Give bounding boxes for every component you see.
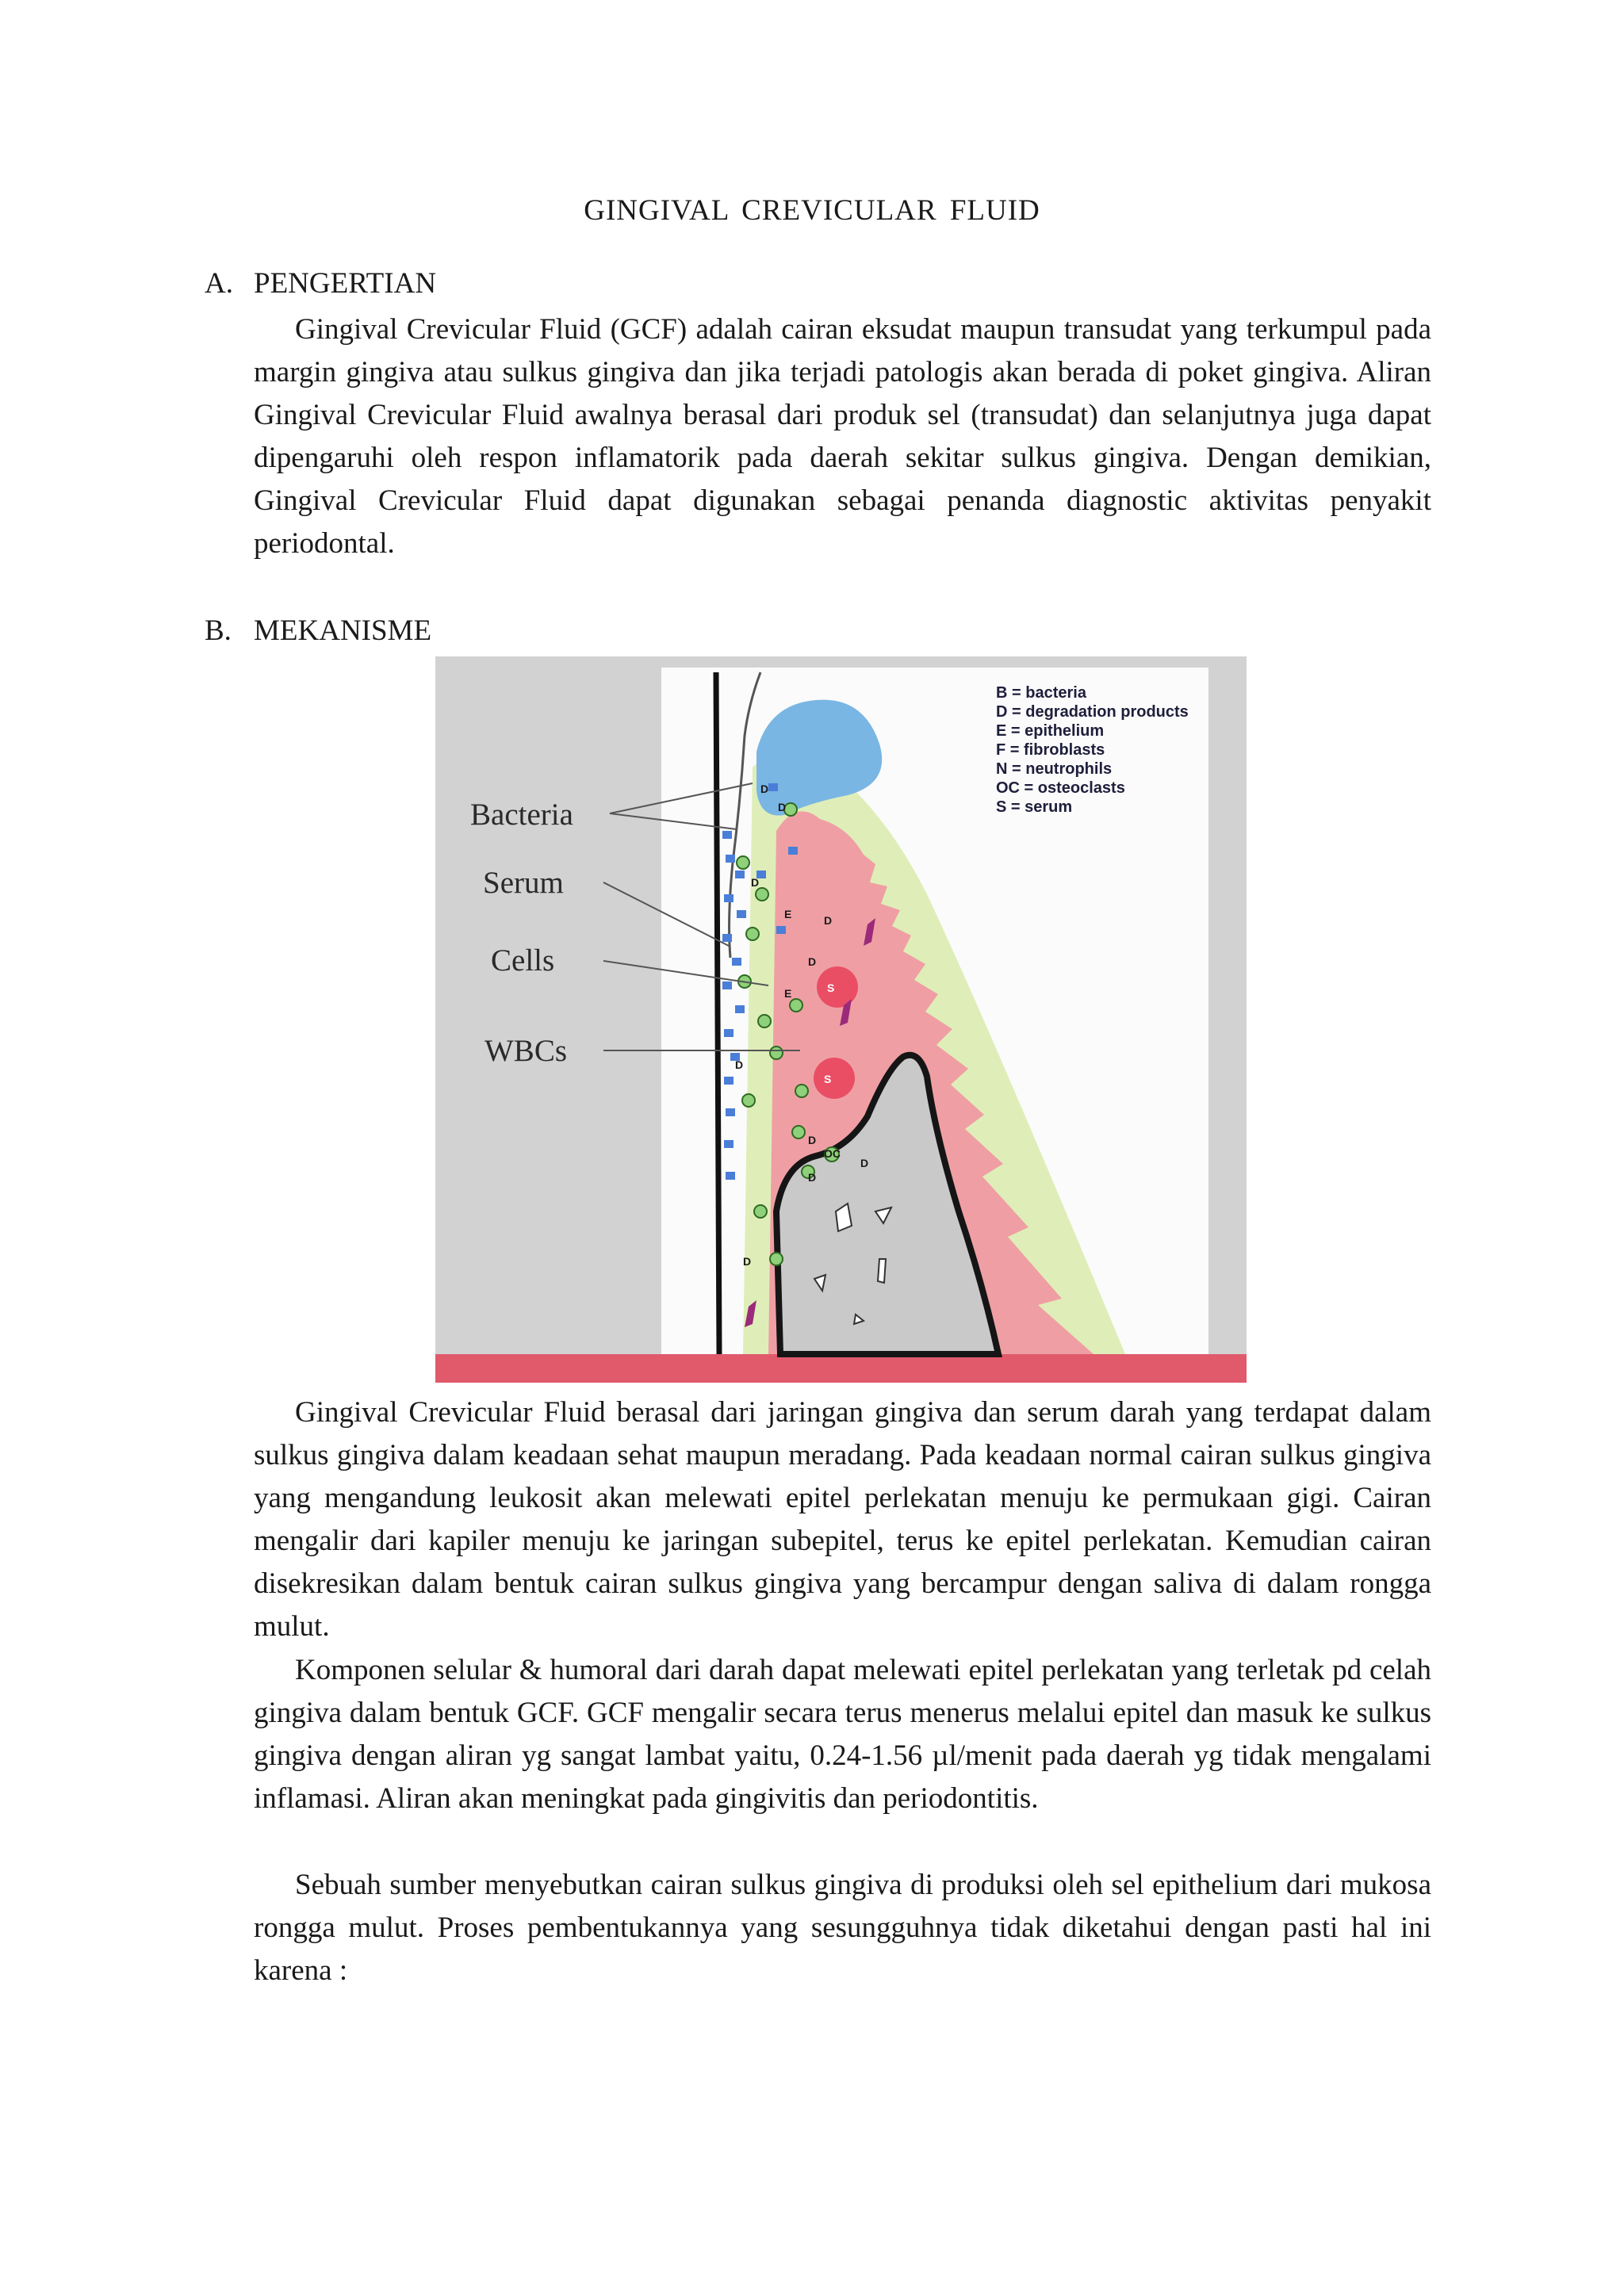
legend-item: B = bacteria xyxy=(996,684,1086,702)
section-b-letter: B. xyxy=(205,614,232,647)
legend-item: F = fibroblasts xyxy=(996,741,1105,759)
page-title: GINGIVAL CREVICULAR FLUID xyxy=(584,194,1040,227)
legend-item: N = neutrophils xyxy=(996,760,1113,778)
serum-vessel xyxy=(814,1058,855,1099)
figure-bottom-band xyxy=(435,1354,1247,1383)
section-b-heading xyxy=(205,614,431,648)
svg-text:D: D xyxy=(760,783,769,795)
legend-item: OC = osteoclasts xyxy=(996,779,1125,797)
section-b-paragraph-3: Sebuah sumber menyebutkan cairan sulkus gingiva di produksi oleh sel epithelium dari mukosa rongga mulut. Proses pembentukannya yang sesungguhnya tidak diketahui dengan pasti hal ini karena : xyxy=(254,1869,1431,1987)
section-a-title: PENGERTIAN xyxy=(254,267,437,300)
label-cells: Cells xyxy=(491,943,555,978)
section-b-paragraph-1: Gingival Crevicular Fluid berasal dari jaringan gingiva dan serum darah yang terdapat dalam sulkus gingiva dalam keadaan sehat maupun meradang. Pada keadaan normal cairan sulkus gingiva yang mengandung leukosit akan melewati epitel perlekatan menuju ke permukaan gigi. Cairan mengalir dari kapiler menuju ke jaringan subepitel, terus ke epitel perlekatan. Kemudian cairan disekresikan dalam bentuk cairan sulkus gingiva yang bercampur dengan saliva di dalam rongga mulut. xyxy=(254,1396,1431,1643)
section-a-heading xyxy=(205,266,436,300)
svg-text:S: S xyxy=(824,1073,832,1085)
section-a-letter: A. xyxy=(205,267,233,300)
gcf-mechanism-figure xyxy=(435,656,1247,1383)
svg-text:D: D xyxy=(751,876,760,889)
bone-lacuna xyxy=(878,1259,886,1283)
svg-text:D: D xyxy=(808,955,817,968)
svg-text:E: E xyxy=(784,987,792,1000)
section-b-title: MEKANISME xyxy=(254,614,432,647)
svg-text:D: D xyxy=(808,1134,817,1146)
section-b-paragraph-2: Komponen selular & humoral dari darah dapat melewati epitel perlekatan yang terletak pd celah gingiva dalam bentuk GCF. GCF mengalir secara terus menerus melalui epitel dan masuk ke sulkus gingiva dengan aliran yg sangat lambat yaitu, 0.24-1.56 µl/menit pada daerah yg tidak mengalami inflamasi. Aliran akan meningkat pada gingivitis dan periodontitis. xyxy=(254,1654,1431,1815)
svg-text:D: D xyxy=(860,1157,869,1169)
label-serum: Serum xyxy=(483,866,564,900)
svg-text:D: D xyxy=(735,1058,744,1071)
svg-text:S: S xyxy=(827,982,835,994)
serum-vessel xyxy=(817,966,858,1008)
legend-item: S = serum xyxy=(996,798,1073,816)
section-a-paragraph: Gingival Crevicular Fluid (GCF) adalah cairan eksudat maupun transudat yang terkumpul pada margin gingiva atau sulkus gingiva dan jika terjadi patologis akan berada di poket gingiva. Aliran Gingival Crevicular Fluid awalnya berasal dari produk sel (transudat) dan selanjutnya juga dapat dipengaruhi oleh respon inflamatorik pada daerah sekitar sulkus gingiva. Dengan demikian, Gingival Crevicular Fluid dapat digunakan sebagai penanda diagnostic aktivitas penyakit periodontal. xyxy=(254,313,1431,560)
svg-text:D: D xyxy=(778,801,787,813)
legend-item: D = degradation products xyxy=(996,703,1189,721)
tooth-surface-line xyxy=(716,672,719,1354)
legend-item: E = epithelium xyxy=(996,722,1105,740)
svg-text:D: D xyxy=(808,1171,817,1184)
svg-text:OC: OC xyxy=(824,1147,841,1160)
svg-text:D: D xyxy=(824,914,833,927)
svg-text:E: E xyxy=(784,908,792,920)
label-bacteria: Bacteria xyxy=(470,798,573,832)
svg-text:D: D xyxy=(743,1255,752,1268)
label-wbcs: WBCs xyxy=(485,1034,568,1068)
